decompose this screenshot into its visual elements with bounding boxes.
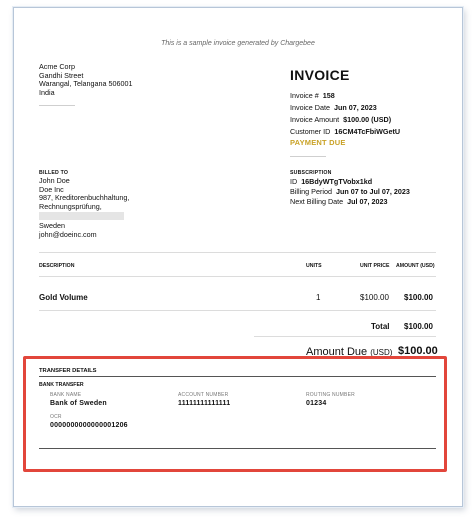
- invoice-date-label: Invoice Date: [290, 103, 330, 112]
- customer-id: 16CM4TcFbiWGetU: [334, 127, 401, 136]
- subscription-id: 16BdyWTgTVobx1kd: [301, 177, 373, 186]
- transfer-bottom-rule: [39, 448, 436, 449]
- invoice-amount-row: [290, 114, 400, 126]
- invoice-number-label: Invoice #: [290, 91, 319, 100]
- billed-to-company: Doe Inc: [39, 184, 64, 194]
- invoice-title: INVOICE: [290, 67, 350, 83]
- col-header-unit-price: UNIT PRICE: [360, 263, 390, 269]
- amount-due-value: $100.00: [398, 345, 438, 357]
- table-top-rule: [39, 252, 436, 253]
- line-item-description: Gold Volume: [39, 293, 88, 302]
- total-label: Total: [371, 322, 390, 331]
- amount-due-currency: (USD): [370, 348, 393, 357]
- status-badge: PAYMENT DUE: [290, 138, 346, 147]
- amount-due-text: Amount Due: [306, 346, 368, 358]
- billed-to-name: John Doe: [39, 176, 70, 185]
- total-value: $100.00: [404, 322, 433, 331]
- routing-number-value: 01234: [306, 400, 327, 407]
- next-billing-date: Jul 07, 2023: [347, 197, 388, 206]
- billed-to-country: Sweden: [39, 221, 65, 230]
- billed-to-heading: BILLED TO: [39, 170, 69, 176]
- billing-period: Jun 07 to Jul 07, 2023: [335, 187, 410, 196]
- ocr-label: OCR: [50, 414, 62, 420]
- transfer-top-rule: [39, 376, 436, 377]
- seller-city: Warangal, Telangana 506001: [39, 79, 133, 89]
- line-item-unit-price: $100.00: [360, 293, 389, 302]
- account-number-value: 11111111111111: [178, 400, 231, 407]
- billed-to-address: [39, 177, 129, 211]
- bank-name-value: Bank of Sweden: [50, 400, 107, 407]
- customer-id-label: Customer ID: [290, 127, 331, 136]
- subscription-heading: SUBSCRIPTION: [290, 170, 332, 176]
- bank-name-label: BANK NAME: [50, 392, 82, 398]
- subscription-details: [290, 177, 410, 207]
- col-header-description: DESCRIPTION: [39, 263, 75, 269]
- invoice-date-row: [290, 102, 400, 114]
- seller-country: India: [39, 87, 55, 97]
- billing-period-label: Billing Period: [290, 187, 332, 196]
- col-header-units: UNITS: [306, 263, 322, 269]
- transfer-details-heading: TRANSFER DETAILS: [39, 368, 97, 374]
- invoice-number-row: [290, 90, 400, 102]
- seller-divider: [39, 105, 75, 106]
- seller-name: Acme Corp: [39, 62, 75, 71]
- status-divider: [290, 156, 326, 157]
- billed-to-contact: [39, 222, 97, 239]
- subscription-id-label: ID: [290, 177, 298, 186]
- customer-id-row: [290, 126, 400, 138]
- redacted-address-line: [39, 212, 124, 220]
- col-header-amount: AMOUNT (USD): [396, 263, 435, 269]
- account-number-label: ACCOUNT NUMBER: [178, 392, 229, 398]
- next-billing-label: Next Billing Date: [290, 197, 344, 206]
- table-row-rule: [39, 310, 436, 311]
- table-header-rule: [39, 276, 436, 277]
- billing-period-row: [290, 187, 410, 197]
- total-rule: [254, 336, 436, 337]
- invoice-number: 158: [322, 91, 335, 100]
- routing-number-label: ROUTING NUMBER: [306, 392, 355, 398]
- line-item-amount: $100.00: [404, 293, 433, 302]
- next-billing-row: [290, 197, 410, 207]
- invoice-amount-label: Invoice Amount: [290, 115, 340, 124]
- seller-address: [39, 63, 133, 97]
- invoice-page: [13, 7, 463, 507]
- invoice-date: Jun 07, 2023: [333, 103, 377, 112]
- ocr-value: 0000000000000001206: [50, 422, 128, 429]
- billed-to-line1: 987, Kreditorenbuchhaltung,: [39, 193, 130, 203]
- invoice-details: [290, 90, 400, 138]
- subscription-id-row: [290, 177, 410, 187]
- bank-transfer-heading: BANK TRANSFER: [39, 382, 84, 388]
- line-item-units: 1: [316, 293, 321, 302]
- billed-to-line2: Rechnungsprüfung,: [39, 201, 102, 211]
- sample-banner: This is a sample invoice generated by Chargebee: [161, 40, 315, 47]
- billed-to-email: john@doeinc.com: [39, 229, 97, 239]
- invoice-amount: $100.00 (USD): [343, 115, 392, 124]
- seller-street: Gandhi Street: [39, 70, 84, 80]
